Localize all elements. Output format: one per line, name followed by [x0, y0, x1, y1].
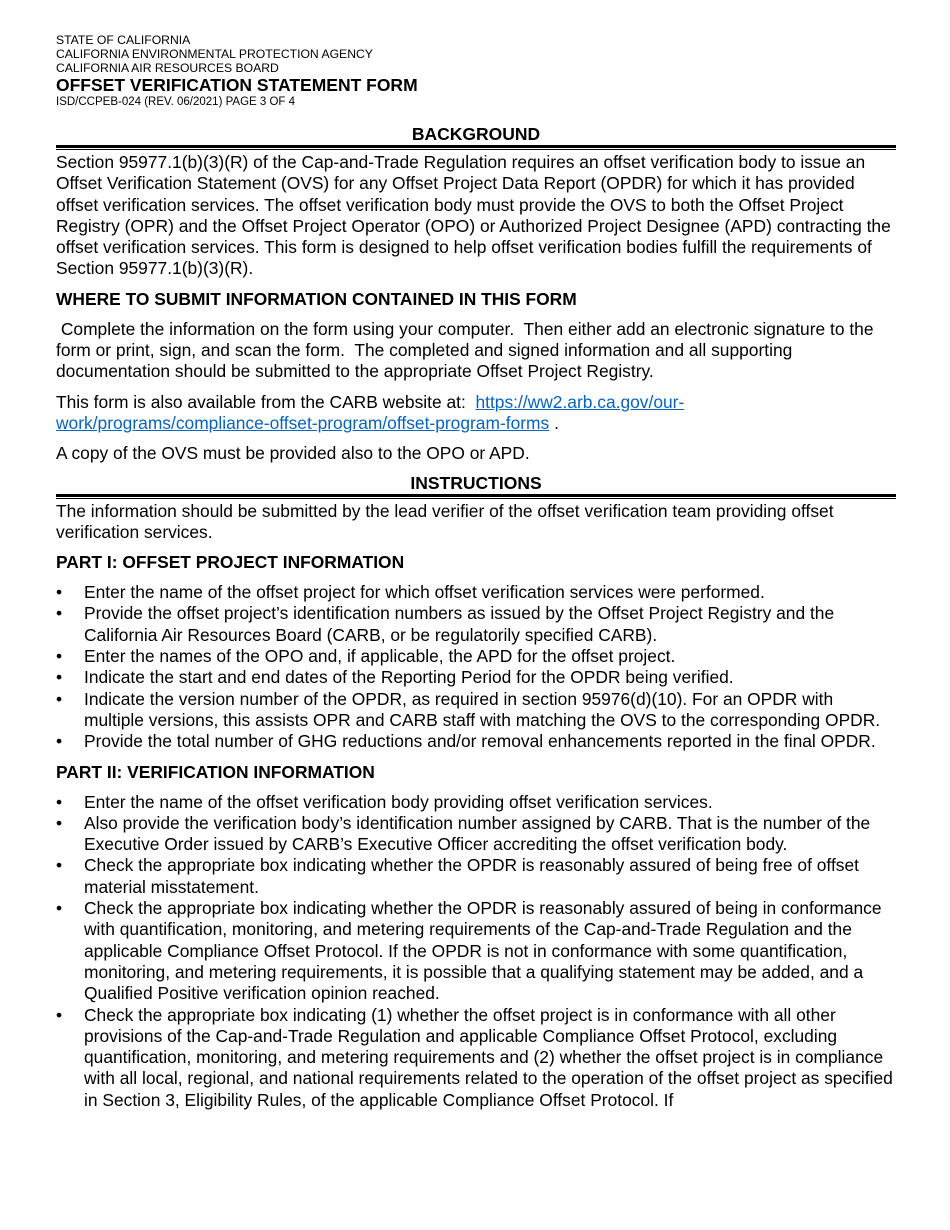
header-board: CALIFORNIA AIR RESOURCES BOARD — [56, 61, 279, 75]
form-title: OFFSET VERIFICATION STATEMENT FORM — [56, 75, 418, 95]
list-item: • Check the appropriate box indicating whether the OPDR is reasonably assured of being free of offset material misstatement. — [56, 855, 859, 897]
background-divider — [56, 145, 896, 150]
submit-paragraph: Complete the information on the form using your computer. Then either add an electronic signature to the form or print, sign, and scan the form. The completed and signed information and all supporting documentation should be submitted to the appropriate Offset Project Registry. — [56, 318, 879, 382]
bullet-icon: • — [56, 582, 63, 603]
bullet-icon: • — [56, 855, 63, 876]
bullet-icon: • — [56, 688, 63, 709]
part2-list — [56, 792, 896, 1111]
bullet-icon: • — [56, 812, 63, 833]
bullet-icon: • — [56, 667, 63, 688]
instructions-title: INSTRUCTIONS — [410, 472, 542, 493]
background-paragraph: Section 95977.1(b)(3)(R) of the Cap-and-Trade Regulation requires an offset verification body to issue an Offset Verification Statement (OVS) for any Offset Project Data Report (OPDR) for which it has provided offset verification services. The offset verification body must provide the OVS to both the Offset Project Registry (OPR) and the Offset Project Operator (OPO) or Authorized Project Designee (APD) contracting the offset verification services. This form is designed to help offset verification bodies fulfill the requirements of Section 95977.1(b)(3)(R). — [56, 152, 891, 279]
carb-website-link[interactable]: https://ww2.arb.ca.gov/our-work/programs/compliance-offset-program/offset-program-forms — [56, 391, 685, 433]
form-revision: ISD/CCPEB-024 (REV. 06/2021) PAGE 3 OF 4 — [56, 96, 296, 108]
list-item: • Indicate the version number of the OPDR, as required in section 95976(d)(10). For an OPDR with multiple versions, this assists OPR and CARB staff with matching the OVS to the corresponding OPDR. — [56, 688, 881, 730]
bullet-icon: • — [56, 898, 63, 919]
list-item: • Check the appropriate box indicating (1) whether the offset project is in conformance with all other provisions of the Cap-and-Trade Regulation and applicable Compliance Offset Protocol, excluding quantification, monitoring, and metering requirements and (2) whether the offset project is in compliance with all local, regional, and national requirements related to the operation of the offset project as specified in Section 3, Eligibility Rules, of the applicable Compliance Offset Protocol. If — [56, 1004, 893, 1110]
ovs-copy-paragraph: A copy of the OVS must be provided also to the OPO or APD. — [56, 443, 530, 464]
instructions-divider — [56, 494, 896, 499]
bullet-icon: • — [56, 791, 63, 812]
bullet-icon: • — [56, 731, 63, 752]
list-item: • Indicate the start and end dates of the Reporting Period for the OPDR being verified. — [56, 667, 734, 688]
website-tail: . — [549, 412, 559, 433]
list-item: • Provide the offset project’s identification numbers as issued by the Offset Project Registry and the California Air Resources Board (CARB, or be regulatorily specified CARB). — [56, 603, 835, 645]
bullet-icon: • — [56, 603, 63, 624]
list-item: • Provide the total number of GHG reductions and/or removal enhancements reported in the final OPDR. — [56, 731, 876, 752]
list-item: • Enter the names of the OPO and, if applicable, the APD for the offset project. — [56, 646, 676, 667]
list-item: • Enter the name of the offset project for which offset verification services were performed. — [56, 582, 765, 603]
form-page — [56, 33, 896, 1111]
website-text: This form is also available from the CARB website at: — [56, 391, 476, 412]
form-header — [56, 33, 896, 109]
bullet-icon: • — [56, 646, 63, 667]
list-item: • Also provide the verification body’s identification number assigned by CARB. That is the number of the Executive Order issued by CARB’s Executive Officer accrediting the offset verification body. — [56, 812, 871, 855]
part1-list — [56, 582, 896, 752]
list-item: • Check the appropriate box indicating whether the OPDR is reasonably assured of being in conformance with quantification, monitoring, and metering requirements of the Cap-and-Trade Regulation and the applicable Compliance Offset Protocol. If the OPDR is not in conformance with some quantification, monitoring, and metering requirements, it is possible that a qualifying statement may be added, and a Qualified Positive verification opinion reached. — [56, 898, 882, 1004]
instructions-intro: The information should be submitted by the lead verifier of the offset verification team providing offset verification services. — [56, 500, 834, 542]
header-state: STATE OF CALIFORNIA — [56, 33, 191, 47]
part2-heading: PART II: VERIFICATION INFORMATION — [56, 761, 375, 782]
submit-heading: WHERE TO SUBMIT INFORMATION CONTAINED IN THIS FORM — [56, 288, 577, 309]
bullet-icon: • — [56, 1004, 63, 1025]
website-paragraph — [56, 392, 896, 435]
background-title: BACKGROUND — [411, 124, 541, 144]
part1-heading: PART I: OFFSET PROJECT INFORMATION — [56, 552, 405, 573]
header-agency: CALIFORNIA ENVIRONMENTAL PROTECTION AGENCY — [56, 47, 373, 61]
list-item: • Enter the name of the offset verification body providing offset verification services. — [56, 791, 713, 812]
